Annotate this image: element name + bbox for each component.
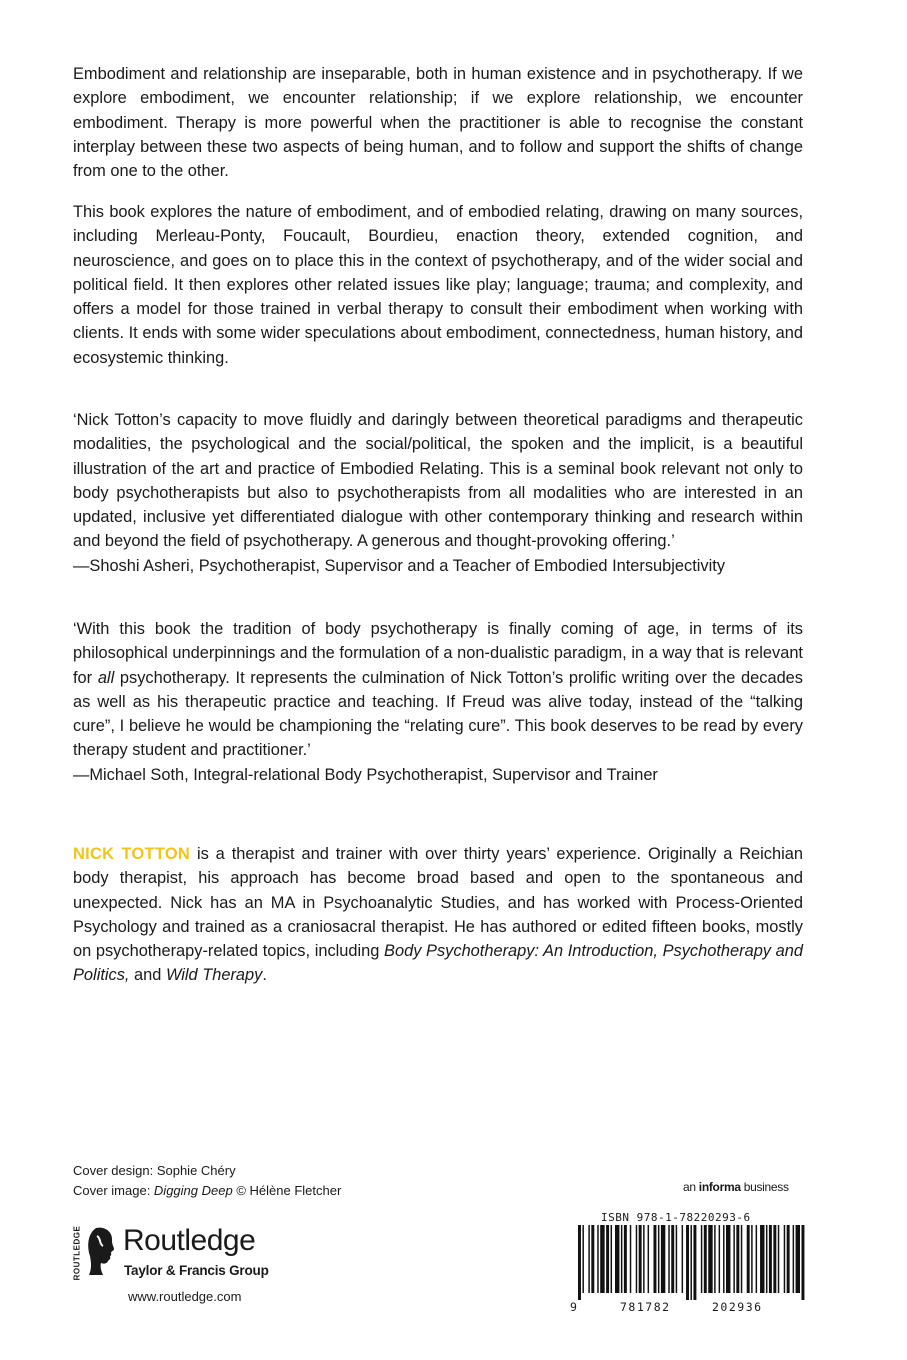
cover-design-credit: Cover design: Sophie Chéry [73, 1163, 236, 1178]
barcode-bar [747, 1225, 750, 1293]
barcode-bars [568, 1225, 814, 1300]
barcode-bar [658, 1225, 659, 1293]
barcode-bar [751, 1225, 752, 1293]
barcode-bar [676, 1225, 677, 1293]
barcode-bar [801, 1225, 804, 1300]
description-paragraph-1: Embodiment and relationship are inseparable, both in human existence and in psychotherapy. If we explore embodiment, we encounter relationship; if we explore relationship, we encounter embodiment. Therapy is more powerful when the practitioner is able to recognise the constant interplay between these two aspects of being human, and to follow and support the shifts of change from one to the other. [73, 65, 803, 181]
author-bio: NICK TOTTON is a therapist and trainer with over thirty years’ experience. Originally a Reichian body therapist, his approach has become broad based and open to the spontaneous and unexpected. Nick has an MA in Psychoanalytic Studies, and has worked with Process-Oriented Psychology and trained as a craniosacral therapist. He has authored or edited fifteen books, mostly on psychotherapy-related topics, including Body Psychotherapy: An Introduction, Psychotherapy and Politics, and Wild Therapy. [73, 845, 803, 985]
barcode-bar [682, 1225, 683, 1293]
barcode-bar [630, 1225, 631, 1293]
barcode-bar [693, 1225, 696, 1300]
barcode-bar [723, 1225, 724, 1293]
barcode-bar [636, 1225, 637, 1293]
barcode-bar [719, 1225, 720, 1293]
logo-side-text: ROUTLEDGE [72, 1225, 82, 1281]
barcode-bar [778, 1225, 779, 1293]
barcode-bar [796, 1225, 800, 1293]
barcode-bar [784, 1225, 785, 1293]
barcode-bar [760, 1225, 764, 1293]
barcode-bar [708, 1225, 712, 1293]
barcode-bar [606, 1225, 609, 1293]
endorsement-2 [73, 617, 803, 787]
barcode-bar [736, 1225, 739, 1293]
routledge-logo [70, 1222, 300, 1284]
barcode-digit-first: 9 [570, 1300, 579, 1314]
endorsement-quote: ‘Nick Totton’s capacity to move fluidly and daringly between theoretical paradigms and therapeutic modalities, the psychological and the social/political, the spoken and the implicit, is a beautiful illustration of the art and practice of Embodied Relating. This is a seminal book relevant not only to body psychotherapists but also to psychotherapists from all modalities who are interested in an updated, inclusive yet differentiated dialogue with other contemporary thinking and research within and beyond the field of psychotherapy. A generous and thought-provoking offering.’ [73, 411, 803, 551]
barcode-bar [668, 1225, 669, 1293]
barcode-bar [726, 1225, 730, 1293]
barcode-bar [671, 1225, 674, 1293]
endorsement-1 [73, 408, 803, 578]
cover-credits [73, 1161, 341, 1201]
barcode-bar [588, 1225, 589, 1293]
isbn-label: ISBN 978-1-78220293-6 [601, 1211, 751, 1224]
barcode-bar [769, 1225, 772, 1293]
barcode-bar [766, 1225, 767, 1293]
barcode-bar [600, 1225, 604, 1293]
barcode-bar [648, 1225, 649, 1293]
barcode-bar [653, 1225, 656, 1293]
publisher-website[interactable]: www.routledge.com [128, 1289, 242, 1304]
barcode-bar [733, 1225, 734, 1293]
barcode-bar [690, 1225, 691, 1300]
profile-head-icon [87, 1226, 115, 1276]
barcode-bar [787, 1225, 790, 1293]
description-paragraph-2: This book explores the nature of embodiment, and of embodied relating, drawing on many sources, including Merleau-Ponty, Foucault, Bourdieu, enaction theory, extended cognition, and neuroscience, and goes on to place this in the context of psychotherapy, and of the wider social and political field. It then explores other related issues like play; language; trauma; and complexity, and offers a model for those trained in verbal therapy to consult their embodiment when working with clients. It ends with some wider speculations about embodiment, connectedness, human history, and ecosystemic thinking. [73, 203, 803, 367]
barcode-bar [621, 1225, 622, 1293]
barcode-bar [686, 1225, 689, 1300]
isbn-barcode [568, 1211, 814, 1321]
endorsement-attribution: —Shoshi Asheri, Psychotherapist, Supervisor and a Teacher of Embodied Intersubjectivity [73, 556, 726, 575]
publisher-group: Taylor & Francis Group [124, 1263, 269, 1278]
barcode-bar [643, 1225, 644, 1293]
barcode-bar [701, 1225, 702, 1293]
barcode-bar [591, 1225, 594, 1293]
barcode-bar [704, 1225, 707, 1293]
barcode-bar [611, 1225, 612, 1293]
barcode-bar [639, 1225, 642, 1293]
barcode-bar [714, 1225, 715, 1293]
cover-image-credit: Cover image: Digging Deep © Hélène Fletcher [73, 1183, 342, 1198]
barcode-bar [661, 1225, 665, 1293]
endorsement-attribution: —Michael Soth, Integral-relational Body Psychotherapist, Supervisor and Trainer [73, 765, 658, 784]
barcode-bar [773, 1225, 776, 1293]
barcode-digits-right: 202936 [712, 1300, 763, 1314]
author-name: NICK TOTTON [73, 845, 191, 863]
barcode-bar [582, 1225, 583, 1293]
barcode-bar [756, 1225, 757, 1293]
informa-business-tag: an informa business [683, 1180, 789, 1194]
barcode-bar [615, 1225, 619, 1293]
barcode-bar [597, 1225, 598, 1293]
endorsement-quote: ‘With this book the tradition of body psychotherapy is finally coming of age, in terms of its philosophical underpinnings and the formulation of a non-dualistic paradigm, in a way that is relevant for all psychotherapy. It represents the culmination of Nick Totton’s prolific writing over the decades as well as his therapeutic practice and teaching. If Freud was alive today, instead of the “talking cure”, I believe he would be championing the “relating cure”. This book deserves to be read by every therapy student and practitioner.’ [73, 620, 803, 760]
barcode-digits-left: 781782 [620, 1300, 671, 1314]
barcode-bar [624, 1225, 627, 1293]
barcode-bar [793, 1225, 794, 1293]
publisher-name: Routledge [123, 1224, 256, 1257]
barcode-bar [741, 1225, 742, 1293]
barcode-bar [578, 1225, 581, 1300]
